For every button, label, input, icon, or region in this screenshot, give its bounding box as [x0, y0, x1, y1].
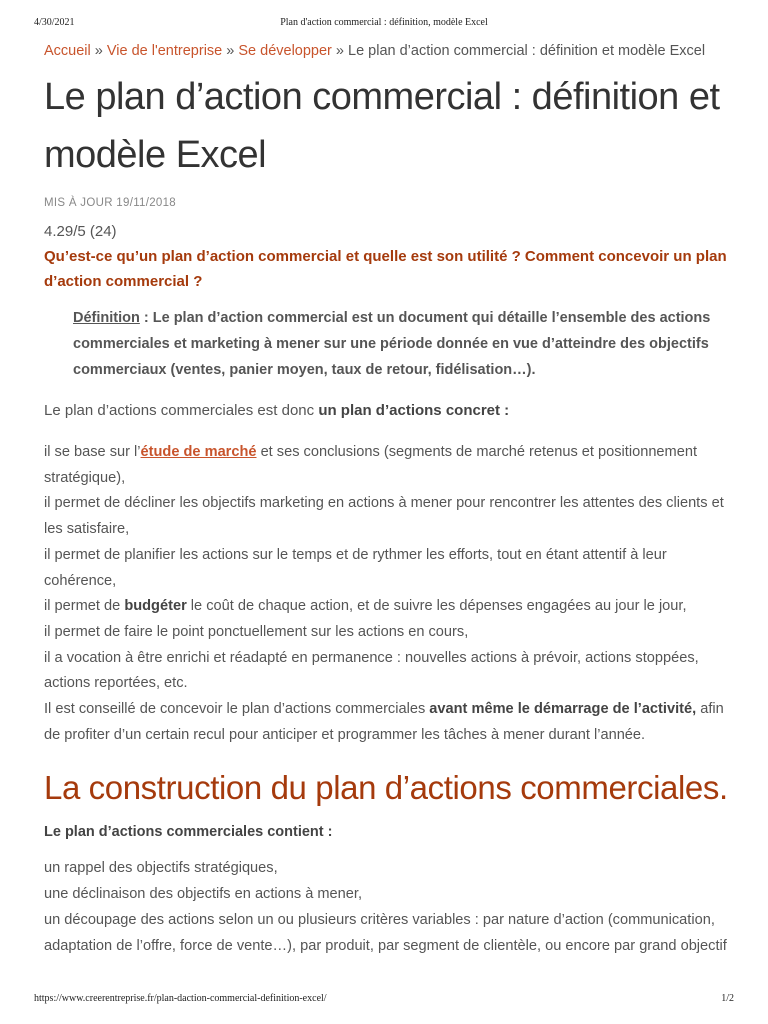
list-item: un découpage des actions selon un ou plusieurs critères variables : par nature d’action (communication, adaptation de l’offre, force de vente…), par produit, par segment de clientèle, ou encore par grand objectif — [44, 911, 727, 954]
article-content — [44, 42, 734, 959]
list-item: il permet de planifier les actions sur le temps et de rythmer les efforts, tout en étant attentif à leur cohérence, — [44, 546, 667, 589]
contents-list — [44, 856, 734, 959]
print-url: https://www.creerentreprise.fr/plan-daction-commercial-definition-excel/ — [34, 993, 327, 1004]
intro-bold: un plan d’actions concret : — [318, 402, 510, 419]
list-item-text: il se base sur l’ — [44, 444, 141, 460]
intro-paragraph — [44, 398, 734, 424]
list-item: un rappel des objectifs stratégiques, — [44, 860, 278, 877]
list-item-bold: budgéter — [124, 598, 187, 615]
rating: 4.29/5 (24) — [44, 223, 117, 240]
page-title-line1: Le plan d’action commercial : définition et — [44, 76, 720, 118]
print-date: 4/30/2021 — [34, 17, 75, 28]
contains-label: Le plan d’actions commerciales contient : — [44, 824, 333, 841]
list-item: il permet de faire le point ponctuellement sur les actions en cours, — [44, 623, 469, 640]
definition-block — [73, 305, 734, 383]
intro-text: Le plan d’actions commerciales est donc — [44, 402, 319, 419]
list-item — [44, 440, 734, 491]
list-item — [44, 594, 734, 620]
page-title — [44, 68, 734, 184]
breadcrumb-current: Le plan d’action commercial : définition et modèle Excel — [348, 43, 706, 59]
updated-date: MIS À JOUR 19/11/2018 — [44, 197, 177, 209]
list-item-text: le coût de chaque action, et de suivre les dépenses engagées au jour le jour, — [186, 598, 687, 615]
breadcrumb-se-developper-link[interactable]: Se développer — [238, 43, 332, 59]
list-item-text: afin de profiter d’un certain recul pour anticiper et programmer les tâches à mener durant l’année. — [44, 701, 724, 743]
breadcrumb-separator: » — [335, 43, 348, 59]
section-heading: La construction du plan d’actions commerciales. — [44, 769, 728, 807]
list-item: une déclinaison des objectifs en actions à mener, — [44, 886, 363, 903]
print-page-number: 1/2 — [721, 993, 734, 1004]
print-footer — [34, 993, 734, 1007]
print-title: Plan d'action commercial : définition, modèle Excel — [280, 17, 488, 28]
breadcrumb-home-link[interactable]: Accueil — [44, 43, 91, 59]
page-title-line2: modèle Excel — [44, 134, 267, 176]
list-item-text: et ses conclusions (segments de marché retenus et positionnement stratégique), — [44, 444, 697, 486]
list-item-text: Il est conseillé de concevoir le plan d’actions commerciales — [44, 701, 430, 718]
list-item — [44, 697, 734, 748]
etude-de-marche-link[interactable]: étude de marché — [140, 444, 257, 460]
definition-text: : Le plan d’action commercial est un document qui détaille l’ensemble des actions commerciales et marketing à mener sur une période donnée en vue d’atteindre des objectifs commerciaux (ventes, panier moyen, taux de retour, fidélisation…). — [73, 310, 711, 378]
benefits-list — [44, 440, 734, 748]
list-item-bold: avant même le démarrage de l’activité, — [429, 701, 697, 718]
list-item: il permet de décliner les objectifs marketing en actions à mener pour rencontrer les attentes des clients et les satisfaire, — [44, 495, 724, 538]
breadcrumb-vie-entreprise-link[interactable]: Vie de l'entreprise — [106, 43, 223, 59]
breadcrumb-separator: » — [226, 43, 239, 59]
print-header — [34, 17, 734, 31]
breadcrumb — [44, 42, 734, 60]
lead-question: Qu’est-ce qu’un plan d’action commercial et quelle est son utilité ? Comment concevoir un plan d’action commercial ? — [44, 248, 727, 290]
breadcrumb-separator: » — [94, 43, 107, 59]
definition-term: Définition — [73, 310, 140, 326]
list-item-text: il permet de — [44, 598, 125, 615]
list-item: il a vocation à être enrichi et réadapté en permanence : nouvelles actions à prévoir, actions stoppées, actions reportées, etc. — [44, 649, 699, 692]
